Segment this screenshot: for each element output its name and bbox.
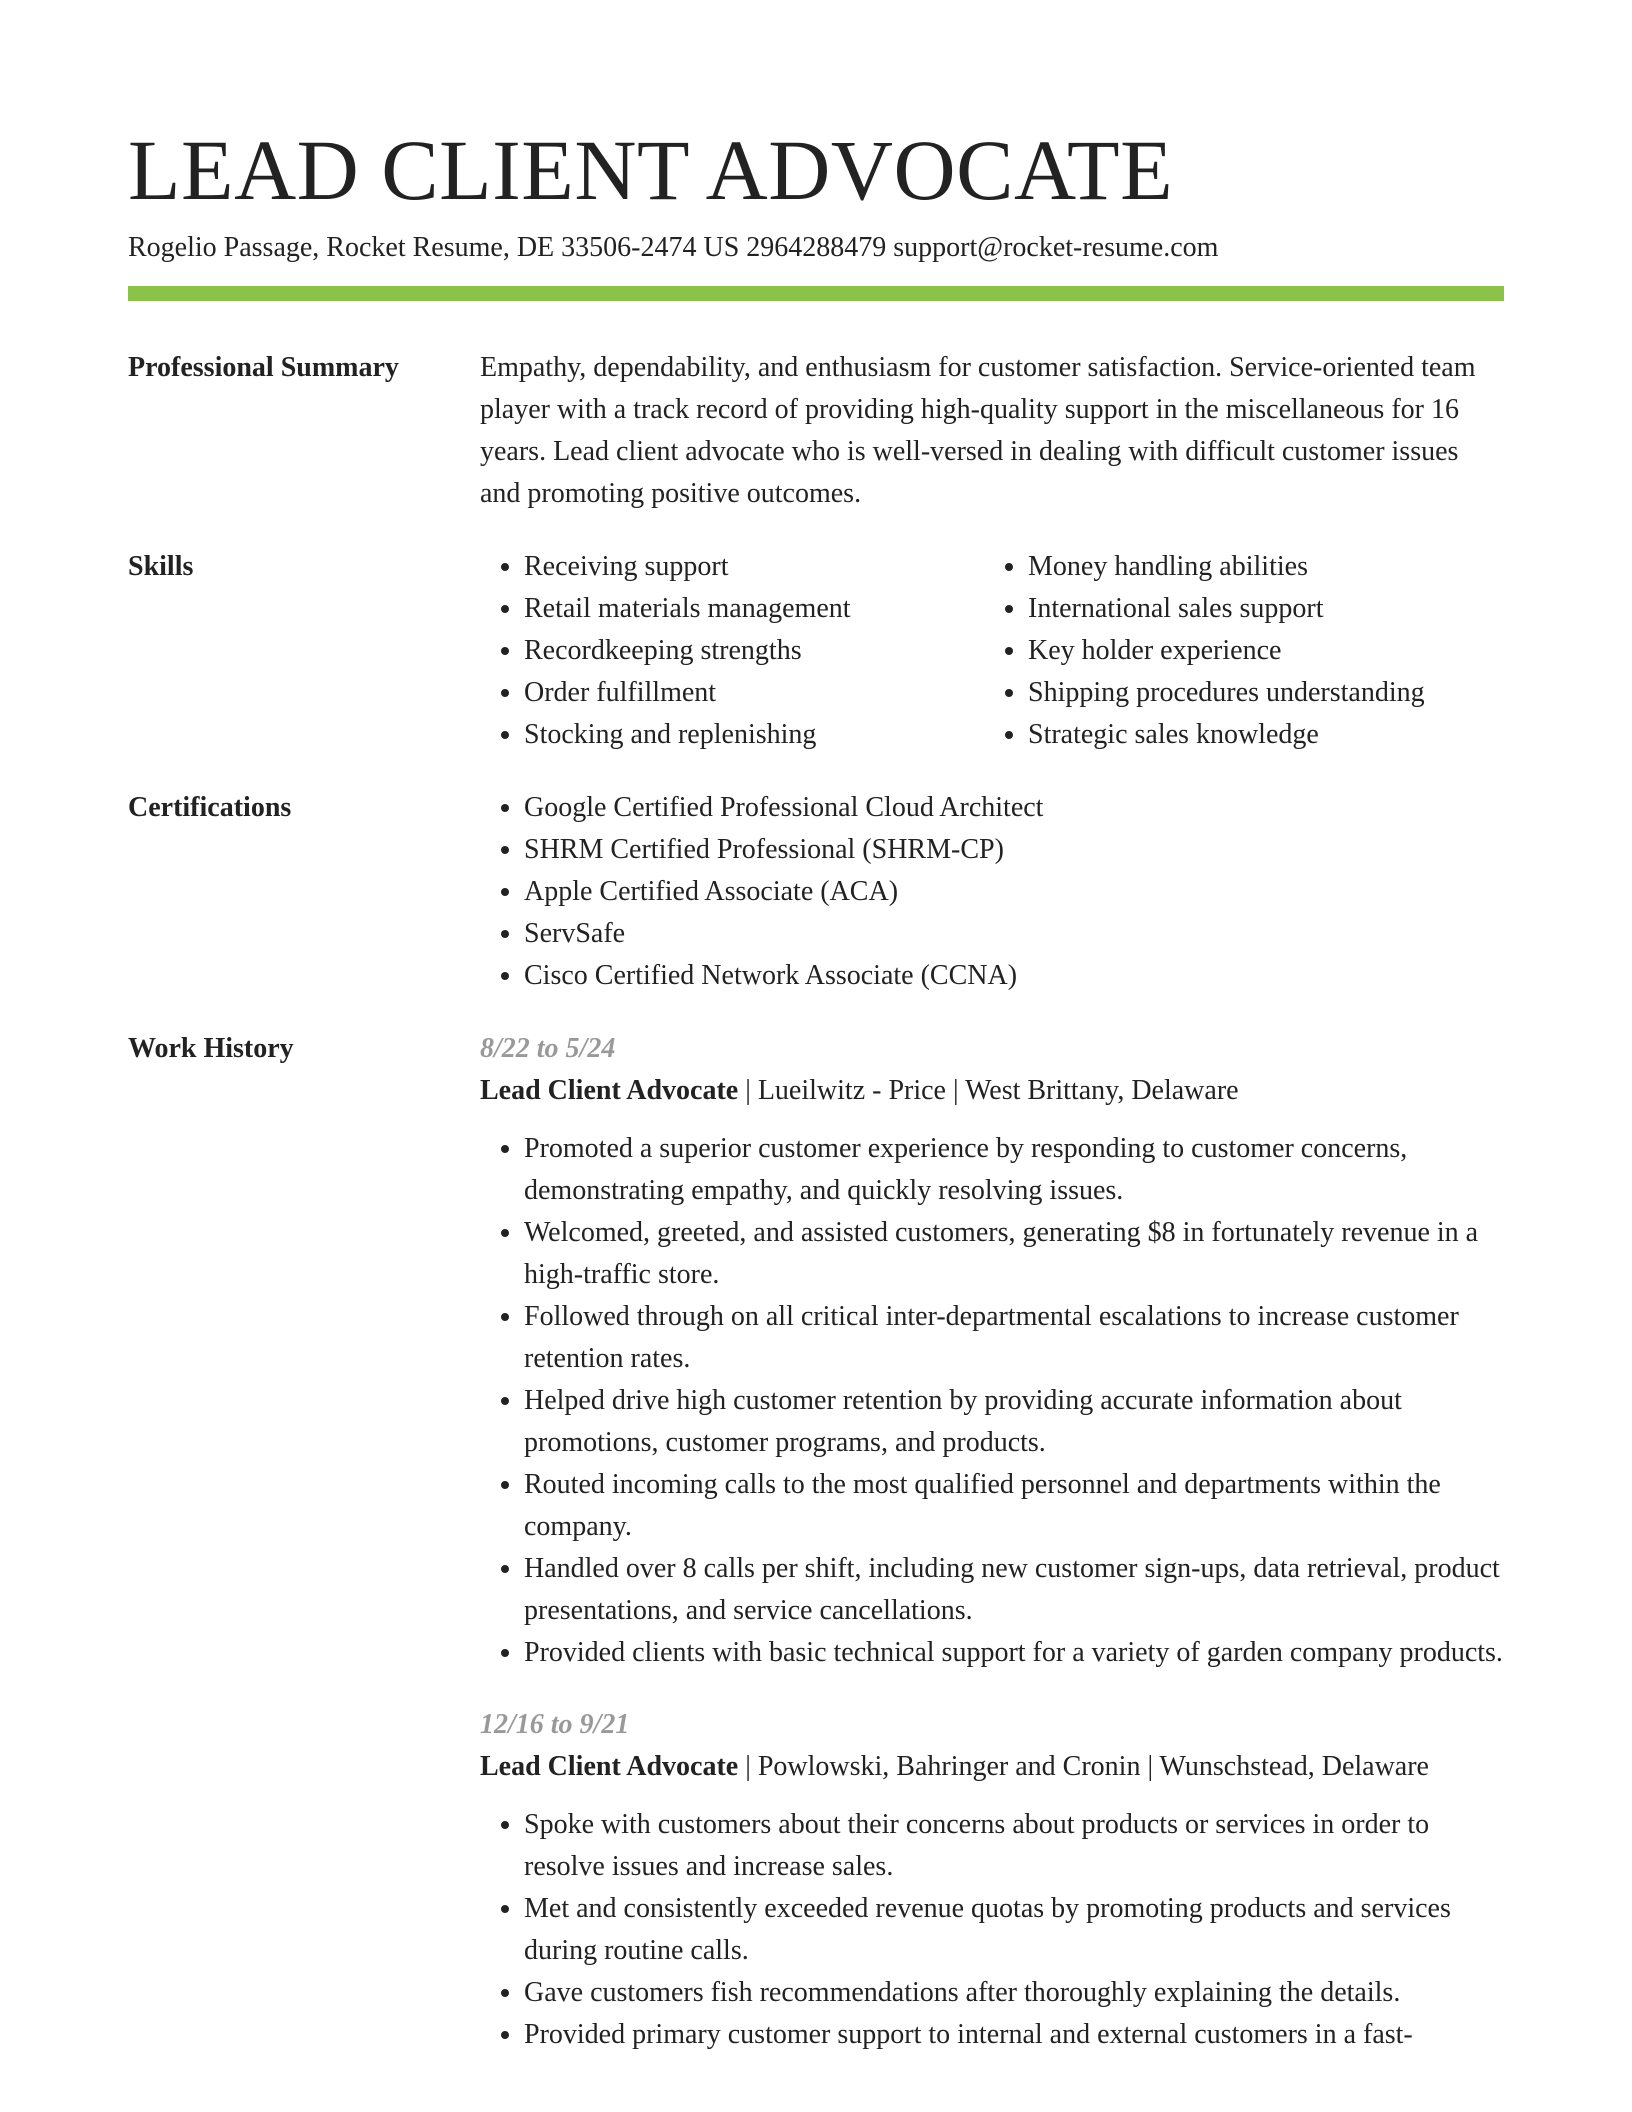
job-bullet: • Routed incoming calls to the most qualified personnel and departments within the company. bbox=[524, 1464, 1504, 1548]
job-heading bbox=[480, 1070, 1504, 1112]
job-details: | Powlowski, Bahringer and Cronin | Wunschstead, Delaware bbox=[738, 1751, 1429, 1782]
job-bullet: • Provided primary customer support to internal and external customers in a fast- bbox=[524, 2014, 1504, 2056]
skill-item: • Shipping procedures understanding bbox=[1028, 672, 1488, 714]
skills-list-col1 bbox=[480, 546, 984, 756]
skills-label: Skills bbox=[128, 551, 194, 582]
certifications-list bbox=[480, 787, 1504, 997]
job-bullets bbox=[480, 1804, 1504, 2056]
skill-item: • Money handling abilities bbox=[1028, 546, 1488, 588]
job-heading bbox=[480, 1746, 1504, 1788]
certification-item: • ServSafe bbox=[524, 913, 1504, 955]
resume-title: LEAD CLIENT ADVOCATE bbox=[128, 122, 1174, 218]
skill-item: • Stocking and replenishing bbox=[524, 714, 984, 756]
work-history-label: Work History bbox=[128, 1033, 294, 1064]
contact-address: Rogelio Passage, Rocket Resume, DE 33506-2474 US bbox=[128, 232, 740, 263]
skill-item: • Order fulfillment bbox=[524, 672, 984, 714]
job-title: Lead Client Advocate bbox=[480, 1751, 739, 1782]
job-bullet: • Handled over 8 calls per shift, including new customer sign-ups, data retrieval, product presentations, and service cancellations. bbox=[524, 1548, 1504, 1632]
certification-item: • Apple Certified Associate (ACA) bbox=[524, 871, 1504, 913]
skill-item: • International sales support bbox=[1028, 588, 1488, 630]
skill-item: • Receiving support bbox=[524, 546, 984, 588]
skills-list-col2 bbox=[984, 546, 1488, 756]
contact-email[interactable]: support@rocket-resume.com bbox=[893, 232, 1219, 263]
work-history-body bbox=[480, 1028, 1504, 2056]
job-entry bbox=[480, 1704, 1504, 2056]
summary-text: Empathy, dependability, and enthusiasm for customer satisfaction. Service-oriented team player with a track record of providing high-quality support in the miscellaneous for 16 years. Lead client advocate who is well-versed in dealing with difficult customer issues and promoting positive outcomes. bbox=[480, 352, 1476, 509]
job-dates: 12/16 to 9/21 bbox=[480, 1709, 630, 1740]
job-bullet: • Welcomed, greeted, and assisted customers, generating $8 in fortunately revenue in a high-traffic store. bbox=[524, 1212, 1504, 1296]
skill-item: • Key holder experience bbox=[1028, 630, 1488, 672]
job-title: Lead Client Advocate bbox=[480, 1075, 739, 1106]
job-bullet: • Promoted a superior customer experience by responding to customer concerns, demonstrating empathy, and quickly resolving issues. bbox=[524, 1128, 1504, 1212]
summary-body bbox=[480, 347, 1504, 515]
contact-phone: 2964288479 bbox=[746, 232, 887, 263]
contact-line bbox=[128, 230, 1218, 266]
certifications-label: Certifications bbox=[128, 792, 292, 823]
job-entry bbox=[480, 1028, 1504, 1674]
job-dates: 8/22 to 5/24 bbox=[480, 1033, 616, 1064]
job-details: | Lueilwitz - Price | West Brittany, Delaware bbox=[738, 1075, 1239, 1106]
certifications-body bbox=[480, 787, 1504, 997]
skill-item: • Recordkeeping strengths bbox=[524, 630, 984, 672]
certification-item: • Google Certified Professional Cloud Architect bbox=[524, 787, 1504, 829]
job-bullet: • Helped drive high customer retention by providing accurate information about promotions, customer programs, and products. bbox=[524, 1380, 1504, 1464]
job-bullet: • Spoke with customers about their concerns about products or services in order to resolve issues and increase sales. bbox=[524, 1804, 1504, 1888]
job-bullet: • Met and consistently exceeded revenue quotas by promoting products and services during routine calls. bbox=[524, 1888, 1504, 1972]
job-bullets bbox=[480, 1128, 1504, 1674]
skills-body bbox=[480, 546, 1504, 756]
job-bullet: • Provided clients with basic technical support for a variety of garden company products. bbox=[524, 1632, 1504, 1674]
header-divider bbox=[128, 286, 1504, 301]
skill-item: • Retail materials management bbox=[524, 588, 984, 630]
certification-item: • Cisco Certified Network Associate (CCNA) bbox=[524, 955, 1504, 997]
certification-item: • SHRM Certified Professional (SHRM-CP) bbox=[524, 829, 1504, 871]
job-bullet: • Followed through on all critical inter-departmental escalations to increase customer retention rates. bbox=[524, 1296, 1504, 1380]
job-bullet: • Gave customers fish recommendations after thoroughly explaining the details. bbox=[524, 1972, 1504, 2014]
summary-label: Professional Summary bbox=[128, 352, 399, 383]
skill-item: • Strategic sales knowledge bbox=[1028, 714, 1488, 756]
